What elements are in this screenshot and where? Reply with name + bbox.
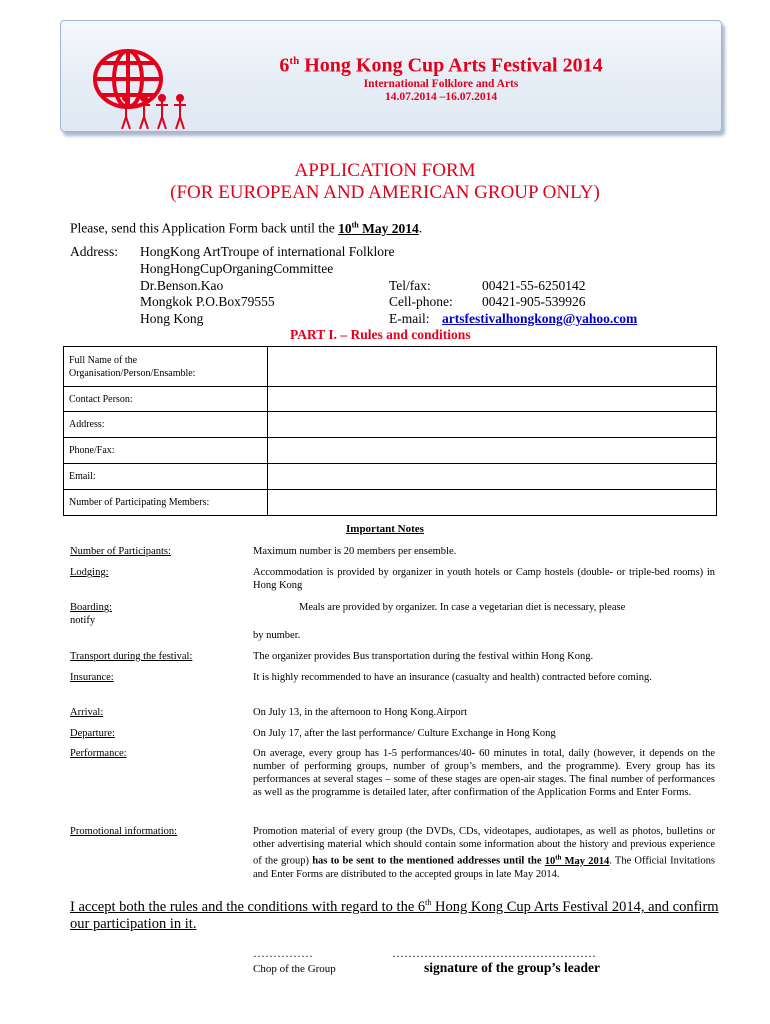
address-line: HongHongCupOrganingCommittee bbox=[140, 261, 334, 276]
note-text: On July 17, after the last performance/ Culture Exchange in Hong Kong bbox=[253, 728, 556, 739]
table-row bbox=[64, 438, 717, 464]
tel-value: 00421-55-6250142 bbox=[482, 278, 586, 293]
intro-text: Please, send this Application Form back until the 10th May 2014. bbox=[70, 220, 423, 236]
festival-title: 6th Hong Kong Cup Arts Festival 2014 bbox=[279, 54, 603, 77]
address-line: HongKong ArtTroupe of international Folklore bbox=[140, 244, 395, 259]
email-label: E-mail: bbox=[389, 311, 430, 326]
signature-line: …………………………………………… bbox=[392, 946, 596, 960]
festival-logo-icon bbox=[86, 43, 206, 133]
note-text: Maximum number is 20 members per ensemble. bbox=[253, 546, 457, 557]
note-label: Number of Participants: bbox=[70, 546, 171, 557]
field-label: Number of Participating Members: bbox=[64, 490, 268, 516]
cell-label: Cell-phone: bbox=[389, 294, 453, 309]
table-row bbox=[64, 490, 717, 516]
address-line: Mongkok P.O.Box79555 bbox=[140, 294, 275, 309]
application-fields-table bbox=[63, 346, 717, 516]
field-label: Contact Person: bbox=[64, 387, 268, 412]
note-label: Insurance: bbox=[70, 672, 114, 683]
note-text: Meals are provided by organizer. In case a vegetarian diet is necessary, please bbox=[299, 602, 626, 613]
field-input-members[interactable] bbox=[268, 490, 717, 516]
table-row bbox=[64, 464, 717, 490]
table-row bbox=[64, 387, 717, 412]
note-text: Promotion material of every group (the DVDs, CDs, videotapes, audiotapes, as well as photos, bulletins or other advertising material which should contain some information about the history and previous experience of the group) has to be sent to the mentioned addresses until the 10th May 2014. The Official Invitations and Enter Forms are distributed to the accepted groups in late May 2014. bbox=[253, 826, 716, 880]
field-input-contact[interactable] bbox=[268, 387, 717, 412]
note-label: Lodging: bbox=[70, 567, 109, 578]
important-notes-title: Important Notes bbox=[346, 523, 424, 535]
acceptance-statement: I accept both the rules and the conditions with regard to the 6th Hong Kong Cup Arts Festival 2014, and confirm our participation in it. bbox=[70, 898, 719, 932]
note-text: On average, every group has 1-5 performances/40- 60 minutes in total, daily (however, it depends on the number of performing groups, number of group’s members, and the programme). Every group has its performances at several stages – some of these stages are open-air stages. The final number of performances as well as the programme is detailed later, after confirmation of the Application Forms and Enter Forms. bbox=[253, 748, 715, 798]
note-label: Boarding: bbox=[70, 602, 112, 613]
note-label: Departure: bbox=[70, 728, 115, 739]
form-subtitle: (FOR EUROPEAN AND AMERICAN GROUP ONLY) bbox=[170, 182, 600, 203]
part1-heading: PART I. – Rules and conditions bbox=[290, 327, 471, 342]
note-label: Promotional information: bbox=[70, 826, 178, 837]
field-input-organisation[interactable] bbox=[268, 347, 717, 387]
note-text: Accommodation is provided by organizer in youth hotels or Camp hostels (double- or triple-bed rooms) in Hong Kong bbox=[253, 567, 715, 591]
note-label-extra: notify bbox=[70, 615, 96, 626]
cell-value: 00421-905-539926 bbox=[482, 294, 586, 309]
signature-label: signature of the group’s leader bbox=[424, 960, 600, 975]
note-label: Arrival: bbox=[70, 707, 104, 718]
note-label: Performance: bbox=[70, 748, 127, 759]
note-text: On July 13, in the afternoon to Hong Kong.Airport bbox=[253, 707, 468, 718]
email-link[interactable]: artsfestivalhongkong@yahoo.com bbox=[442, 311, 638, 326]
note-label: Transport during the festival: bbox=[70, 651, 193, 662]
form-title: APPLICATION FORM bbox=[294, 160, 476, 181]
table-row bbox=[64, 347, 717, 387]
field-label: Email: bbox=[64, 464, 268, 490]
field-label: Address: bbox=[64, 412, 268, 438]
field-input-phone[interactable] bbox=[268, 438, 717, 464]
banner-text bbox=[261, 49, 621, 104]
field-input-email[interactable] bbox=[268, 464, 717, 490]
note-text: by number. bbox=[253, 630, 301, 641]
note-text: The organizer provides Bus transportation during the festival within Hong Kong. bbox=[253, 651, 594, 662]
festival-subtitle: International Folklore and Arts bbox=[363, 77, 519, 90]
festival-dates: 14.07.2014 –16.07.2014 bbox=[384, 90, 498, 103]
chop-line: …………… bbox=[253, 946, 313, 960]
address-line: Dr.Benson.Kao bbox=[140, 278, 224, 293]
chop-label: Chop of the Group bbox=[253, 963, 336, 975]
tel-label: Tel/fax: bbox=[389, 278, 431, 293]
table-row bbox=[64, 412, 717, 438]
address-label: Address: bbox=[70, 244, 118, 259]
note-text: It is highly recommended to have an insurance (casualty and health) contracted before coming. bbox=[253, 672, 652, 683]
field-label: Full Name of the Organisation/Person/Ensamble: bbox=[64, 347, 268, 387]
field-input-address[interactable] bbox=[268, 412, 717, 438]
field-label: Phone/Fax: bbox=[64, 438, 268, 464]
header-banner bbox=[60, 20, 722, 132]
address-line: Hong Kong bbox=[140, 311, 204, 326]
